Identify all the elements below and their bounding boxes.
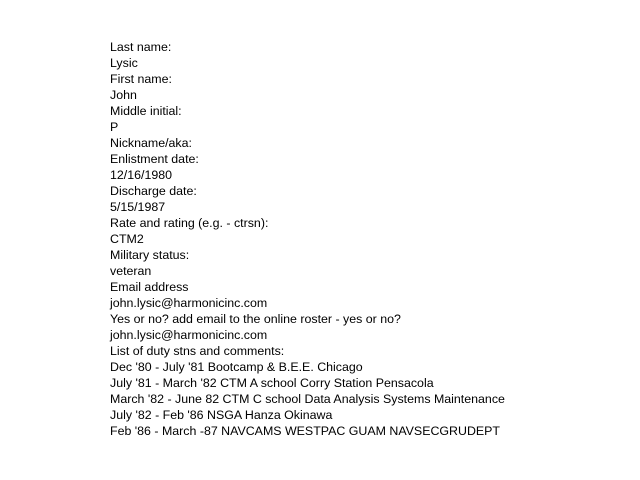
list-item: Dec '80 - July '81 Bootcamp & B.E.E. Chicago (110, 360, 363, 374)
last-name-label: Last name: (110, 40, 172, 54)
duty-stations-label: List of duty stns and comments: (110, 344, 285, 358)
list-item: July '81 - March '82 CTM A school Corry Station Pensacola (110, 376, 434, 390)
duty-stations-list (110, 359, 630, 439)
list-item: March '82 - June 82 CTM C school Data Analysis Systems Maintenance (110, 392, 505, 406)
roster-question-label: Yes or no? add email to the online roster - yes or no? (110, 312, 401, 326)
email-label: Email address (110, 280, 189, 294)
middle-initial-value: P (110, 120, 119, 134)
email-value: john.lysic@harmonicinc.com (110, 296, 268, 310)
rate-rating-value: CTM2 (110, 232, 144, 246)
roster-form (110, 39, 630, 439)
military-status-label: Military status: (110, 248, 190, 262)
roster-question-value: john.lysic@harmonicinc.com (110, 328, 268, 342)
discharge-date-label: Discharge date: (110, 184, 197, 198)
rate-rating-label: Rate and rating (e.g. - ctrsn): (110, 216, 269, 230)
middle-initial-label: Middle initial: (110, 104, 182, 118)
first-name-value: John (110, 88, 137, 102)
last-name-value: Lysic (110, 56, 138, 70)
nickname-label: Nickname/aka: (110, 136, 192, 150)
military-status-value: veteran (110, 264, 152, 278)
first-name-label: First name: (110, 72, 172, 86)
list-item: July '82 - Feb '86 NSGA Hanza Okinawa (110, 408, 333, 422)
enlistment-date-label: Enlistment date: (110, 152, 199, 166)
enlistment-date-value: 12/16/1980 (110, 168, 173, 182)
list-item: Feb '86 - March -87 NAVCAMS WESTPAC GUAM NAVSECGRUDEPT (110, 424, 500, 438)
discharge-date-value: 5/15/1987 (110, 200, 166, 214)
